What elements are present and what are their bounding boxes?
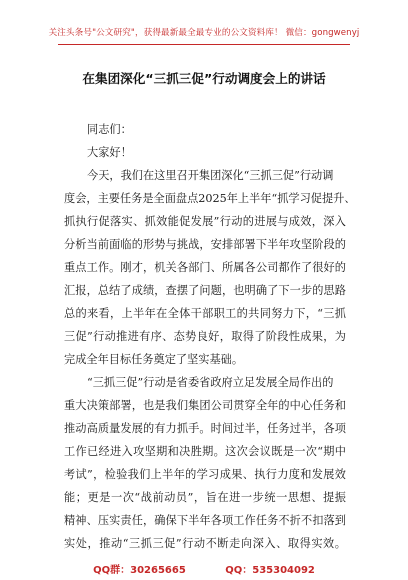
header-divider — [58, 44, 350, 45]
paragraph-2-line-5: 考试”，检验我们上半年的学习成果、执行力度和发展效 — [64, 468, 346, 481]
paragraph-1-line-1: 今天，我们在这里召开集团深化“三抓三促”行动调 — [87, 169, 334, 182]
footer-qq: QQ：535304092 — [225, 565, 315, 576]
paragraph-1-line-7: 总的来看，上半年在全体干部职工的共同努力下，“三抓 — [64, 307, 346, 320]
paragraph-1-line-3: 抓执行促落实、抓效能促发展”行动的进展与成效，深入 — [64, 215, 346, 228]
document-title: 在集团深化“三抓三促”行动调度会上的讲话 — [82, 71, 326, 86]
greeting: 大家好！ — [87, 146, 132, 159]
footer-qq-group: QQ群：30265665 — [93, 565, 186, 576]
paragraph-1-line-5: 重点工作。刚才，机关各部门、所属各公司都作了很好的 — [64, 261, 346, 274]
paragraph-2-line-8: 实处，推动“三抓三促”行动不断走向深入、取得实效。 — [64, 537, 346, 550]
paragraph-1-line-2: 度会，主要任务是全面盘点2025年上半年“抓学习促提升、 — [64, 192, 356, 205]
salutation: 同志们： — [87, 123, 132, 136]
paragraph-1-line-4: 分析当前面临的形势与挑战，安排部署下半年攻坚阶段的 — [64, 238, 346, 251]
paragraph-2-line-1: “三抓三促”行动是省委省政府立足发展全局作出的 — [87, 376, 334, 389]
header-note: 关注头条号"公文研究"，获得最新最全最专业的公文资料库！ 微信：gongwenyj — [48, 28, 360, 38]
paragraph-2-line-7: 精神、压实责任，确保下半年各项工作任务不折不扣落到 — [64, 514, 346, 527]
paragraph-2-line-4: 工作已经进入攻坚期和决胜期。这次会议既是一次“期中 — [64, 445, 346, 458]
footer-contact — [0, 561, 408, 576]
paragraph-2-line-2: 重大决策部署，也是我们集团公司贯穿全年的中心任务和 — [64, 399, 346, 412]
paragraph-2-line-6: 能；更是一次“战前动员”，旨在进一步统一思想、提振 — [64, 491, 346, 504]
paragraph-1-line-6: 汇报，总结了成绩，查摆了问题，也明确了下一步的思路 — [64, 284, 346, 297]
paragraph-1-line-9: 完成全年目标任务奠定了坚实基础。 — [64, 353, 244, 366]
paragraph-1-line-8: 三促”行动推进有序、态势良好，取得了阶段性成果，为 — [64, 330, 346, 343]
paragraph-2-line-3: 推动高质量发展的有力抓手。时间过半，任务过半，各项 — [64, 422, 346, 435]
